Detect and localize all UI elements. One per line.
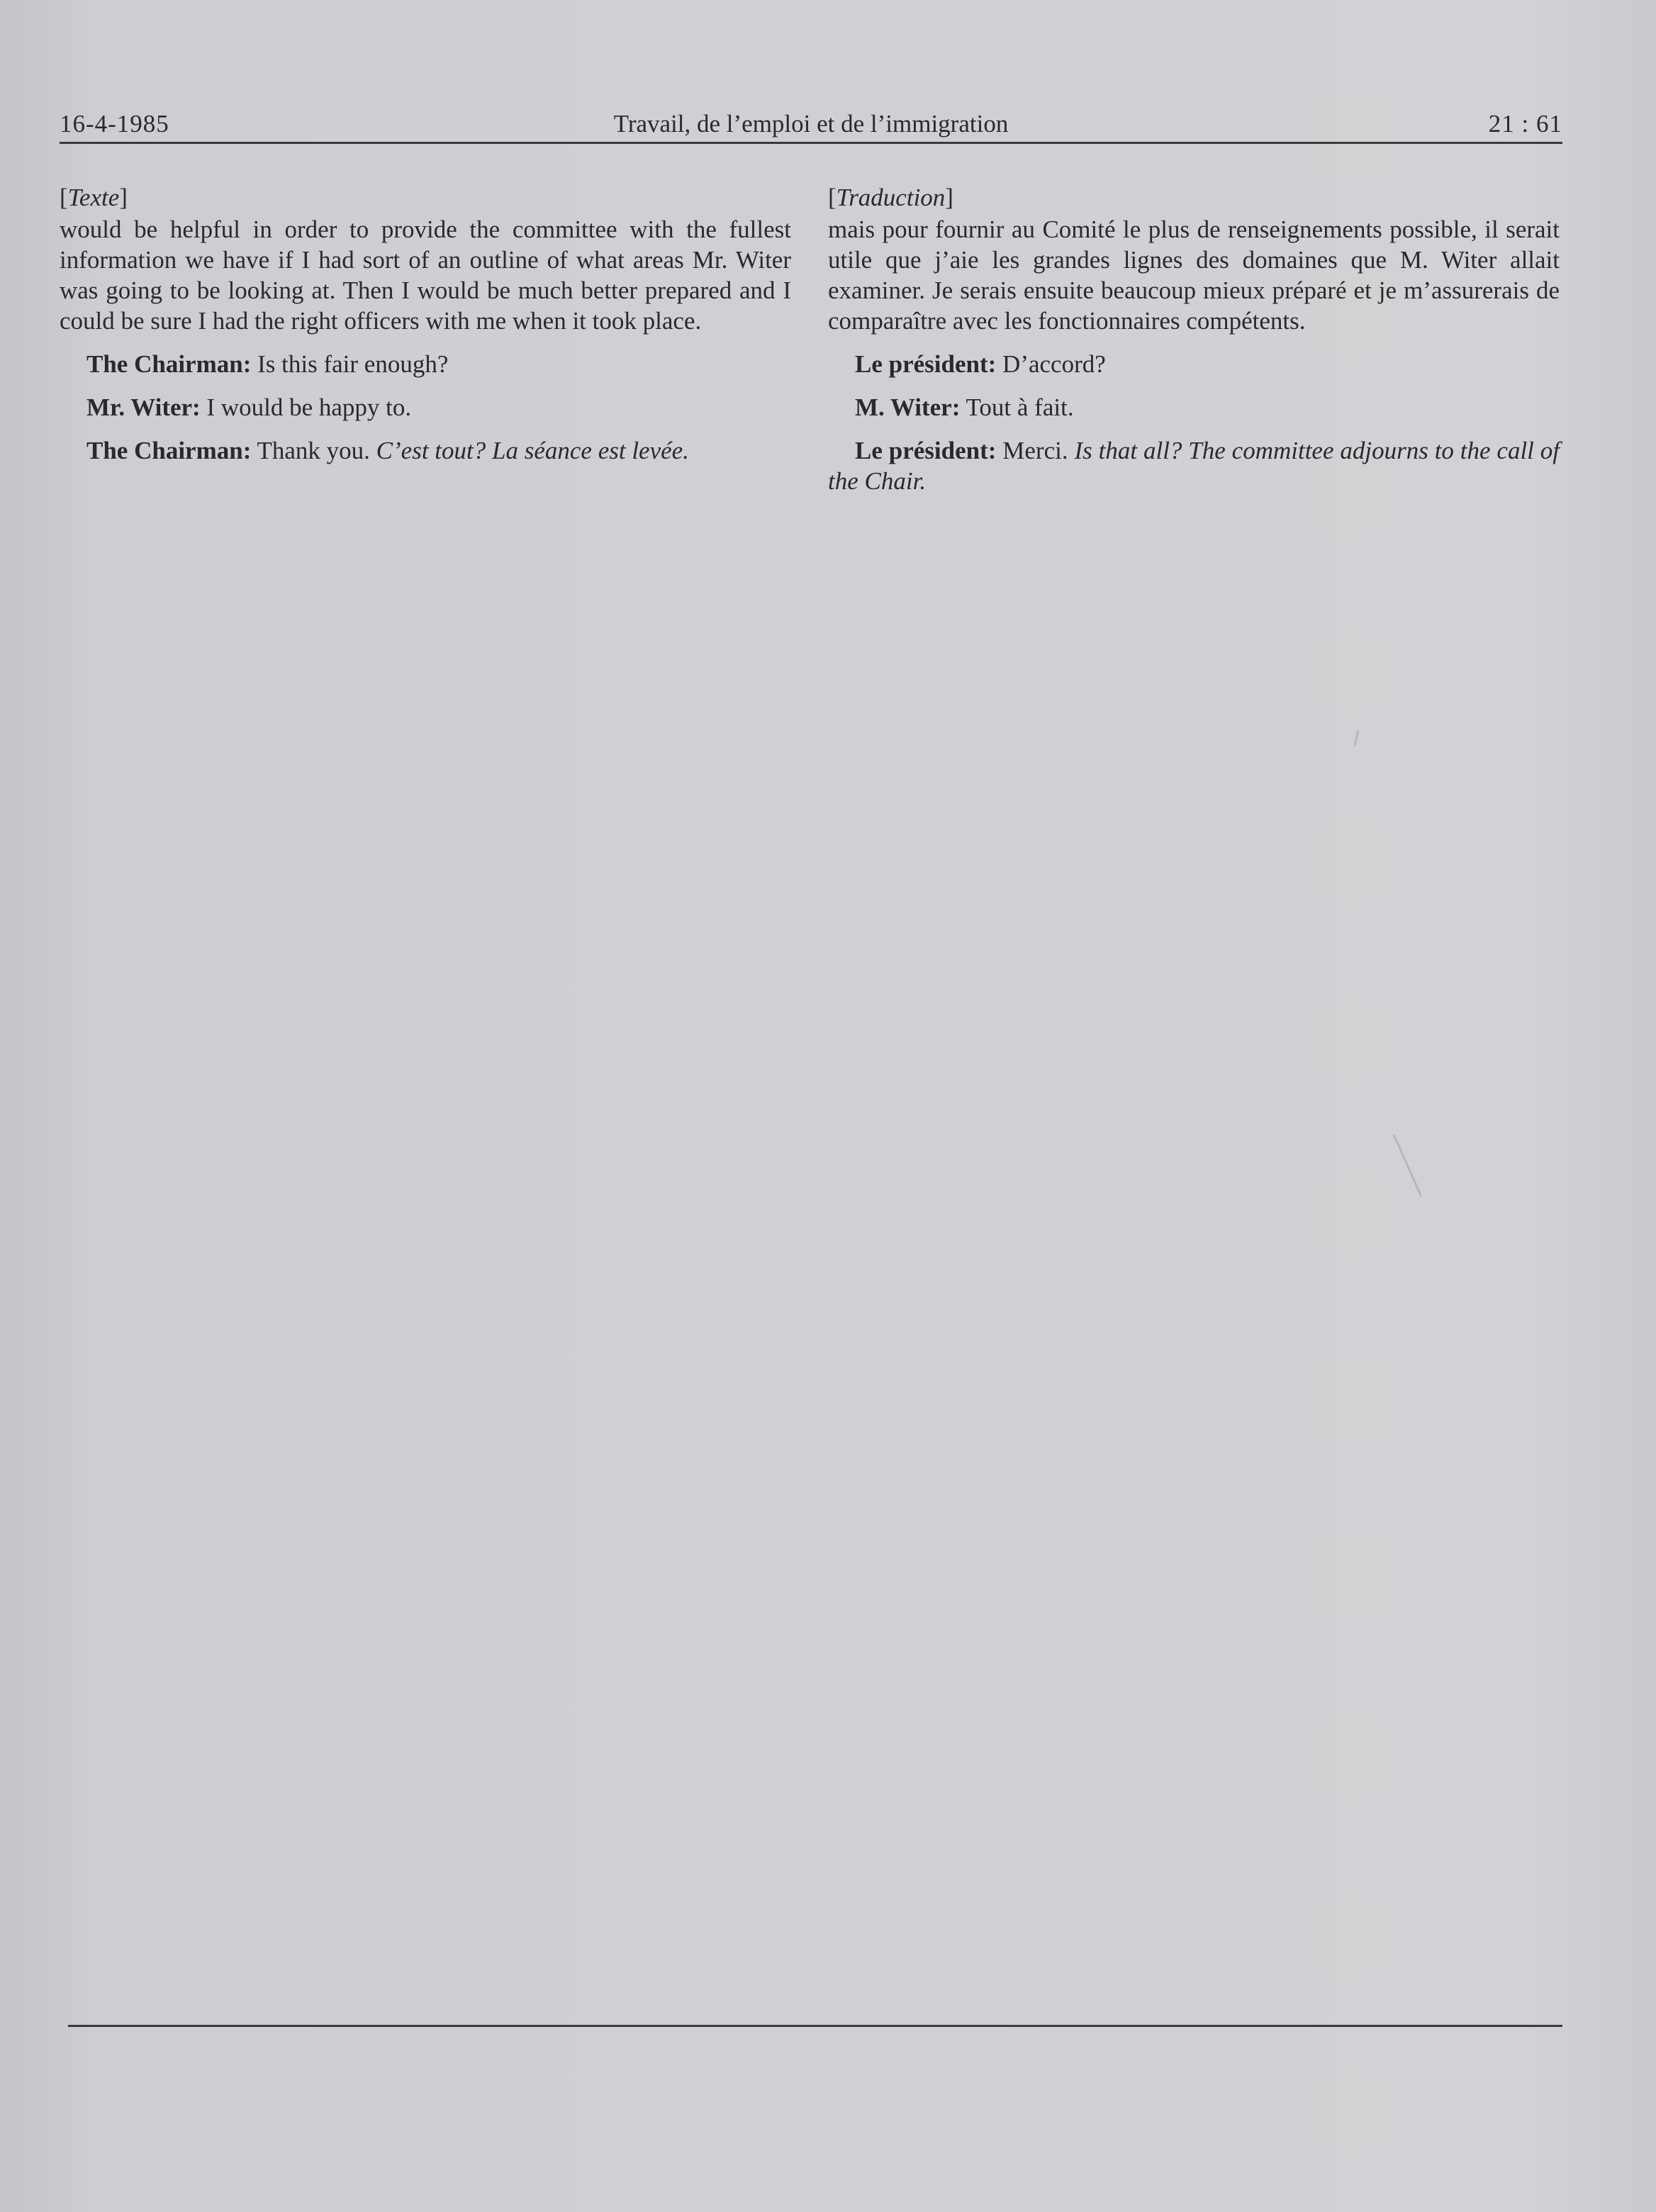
left-column (60, 181, 791, 466)
speech-italic-text: Is that all? The committee adjourns to the call of the Chair. (828, 437, 1560, 495)
left-column-label: [Texte] (60, 184, 128, 211)
right-exchange-3 (828, 435, 1560, 496)
scan-mark (1393, 1134, 1423, 1197)
left-exchange-2 (60, 392, 791, 423)
right-paragraph: mais pour fournir au Comité le plus de renseignements possible, il serait utile que j’aie les grandes lignes des domaines que M. Witer allait examiner. Je serais ensuite beaucoup mieux préparé et je m’assurerais de comparaître avec les fonctionnaires compétents. (828, 216, 1560, 335)
speech-italic-text: C’est tout? La séance est levée. (376, 437, 689, 464)
speaker-name: Le président: (855, 437, 997, 464)
speaker-name: Mr. Witer: (86, 393, 201, 421)
left-exchange-1 (60, 349, 791, 379)
right-column-label: [Traduction] (828, 184, 953, 211)
speaker-name: The Chairman: (86, 437, 252, 464)
speech-text: Tout à fait. (960, 393, 1074, 421)
speech-text: I would be happy to. (200, 393, 412, 421)
left-paragraph: would be helpful in order to provide the committee with the fullest information we have if I had sort of an outline of what areas Mr. Witer was going to be looking at. Then I would be much better prepared and I could be sure I had the right officers with me when it took place. (60, 216, 791, 335)
left-exchange-3 (60, 435, 791, 466)
right-column (828, 181, 1560, 496)
header-page-number: 21 : 61 (1488, 110, 1562, 138)
scan-mark (1354, 730, 1360, 746)
speaker-name: M. Witer: (855, 393, 961, 421)
right-exchange-1 (828, 349, 1560, 379)
speech-text: D’accord? (996, 350, 1106, 378)
speaker-name: The Chairman: (86, 350, 252, 378)
header-rule (60, 142, 1562, 144)
right-label-text: Traduction (836, 184, 946, 211)
footer-rule (68, 2025, 1562, 2027)
speech-text: Merci. (996, 437, 1075, 464)
header-title: Travail, de l’emploi et de l’immigration (613, 110, 1009, 138)
header-date: 16-4-1985 (60, 110, 169, 138)
right-exchange-2 (828, 392, 1560, 423)
speech-text: Thank you. (251, 437, 376, 464)
running-header (60, 106, 1562, 142)
speaker-name: Le président: (855, 350, 997, 378)
speech-text: Is this fair enough? (251, 350, 449, 378)
left-label-text: Texte (67, 184, 120, 211)
